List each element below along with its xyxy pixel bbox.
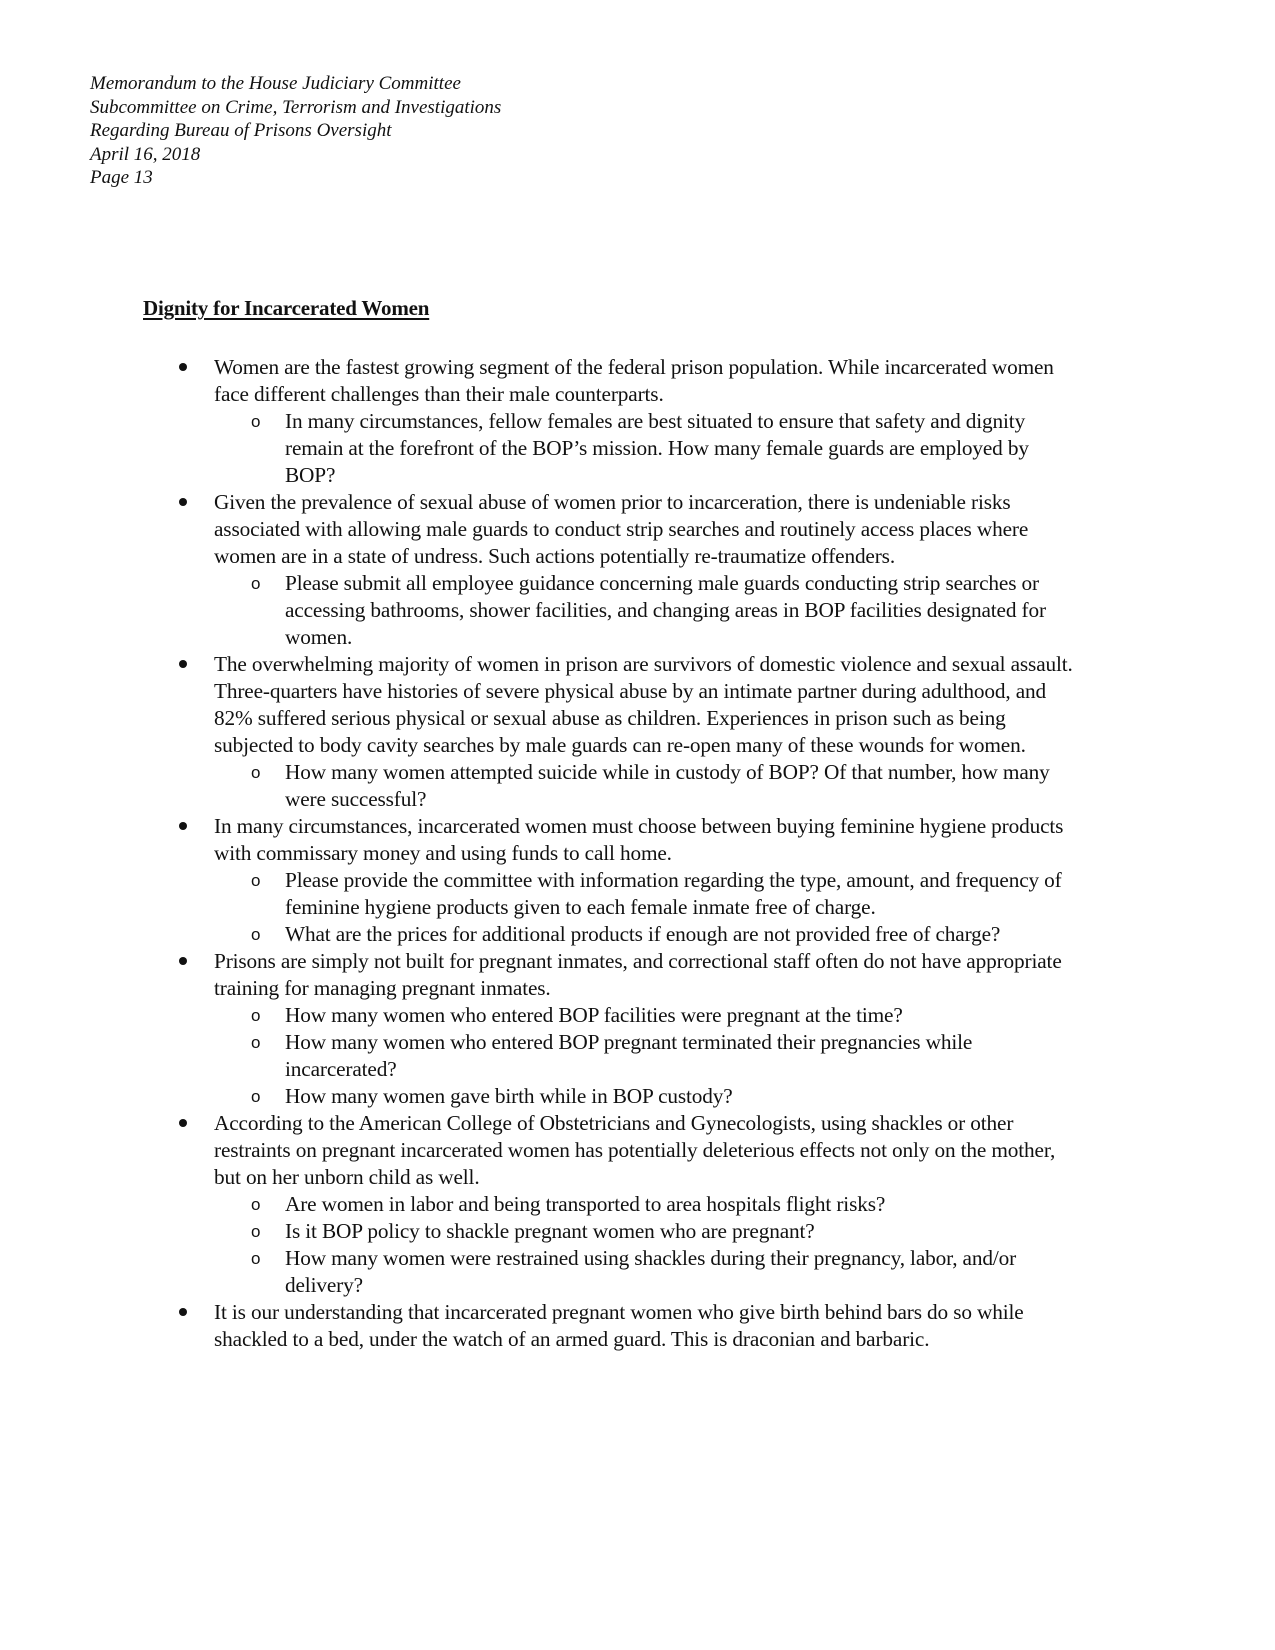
memo-header: [90, 72, 501, 190]
sub-bullet-item: [178, 1218, 1078, 1245]
bullet-text: Given the prevalence of sexual abuse of women prior to incarceration, there is undeniable risks associated with allowing male guards to conduct strip searches and routinely access places where women are in a state of undress. Such actions potentially re-traumatize offenders.: [214, 490, 1029, 568]
sub-bullet-text: What are the prices for additional products if enough are not provided free of charge?: [285, 922, 1001, 946]
page-number: Page 13: [90, 167, 153, 188]
sub-bullet-item: [178, 759, 1078, 813]
hollow-circle-bullet-icon: o: [251, 1222, 261, 1241]
sub-bullet-item: [178, 1002, 1078, 1029]
bullet-item: [178, 1299, 1078, 1353]
sub-bullet-item: [178, 1029, 1078, 1083]
sub-bullet-text: How many women who entered BOP facilities were pregnant at the time?: [285, 1003, 903, 1027]
memo-date: April 16, 2018: [90, 143, 201, 165]
hollow-circle-bullet-icon: o: [251, 1006, 261, 1025]
sub-bullet-text: How many women were restrained using shackles during their pregnancy, labor, and/or delivery?: [285, 1246, 1017, 1297]
bullet-item: [178, 489, 1078, 651]
sub-bullet-text: How many women gave birth while in BOP custody?: [285, 1084, 733, 1108]
sub-bullet-text: Is it BOP policy to shackle pregnant women who are pregnant?: [285, 1219, 815, 1243]
bullet-icon: [178, 1299, 188, 1326]
hollow-circle-bullet-icon: o: [251, 1033, 261, 1052]
sub-bullet-text: Please provide the committee with information regarding the type, amount, and frequency of feminine hygiene products given to each female inmate free of charge.: [285, 868, 1062, 919]
bullet-text: Prisons are simply not built for pregnant inmates, and correctional staff often do not have appropriate training for managing pregnant inmates.: [214, 949, 1062, 1000]
hollow-circle-bullet-icon: o: [251, 412, 261, 431]
section-title: Dignity for Incarcerated Women: [143, 296, 430, 320]
bullet-icon: [178, 948, 188, 975]
sub-bullet-text: Are women in labor and being transported to area hospitals flight risks?: [285, 1192, 886, 1216]
hollow-circle-bullet-icon: o: [251, 763, 261, 782]
bullet-item: [178, 1110, 1078, 1299]
sub-bullet-text: In many circumstances, fellow females are best situated to ensure that safety and dignity remain at the forefront of the BOP’s mission. How many female guards are employed by BOP?: [285, 409, 1029, 487]
bullet-item: [178, 948, 1078, 1110]
hollow-circle-bullet-icon: o: [251, 1249, 261, 1268]
bullet-text: In many circumstances, incarcerated women must choose between buying feminine hygiene products with commissary money and using funds to call home.: [214, 814, 1064, 865]
bullet-icon: [178, 489, 188, 516]
hollow-circle-bullet-icon: o: [251, 574, 261, 593]
sub-bullet-item: [178, 1083, 1078, 1110]
memo-subcommittee: Subcommittee on Crime, Terrorism and Investigations: [90, 96, 502, 118]
bullet-item: [178, 813, 1078, 948]
bullet-icon: [178, 651, 188, 678]
sub-bullet-item: [178, 867, 1078, 921]
sub-bullet-text: How many women attempted suicide while in custody of BOP? Of that number, how many were successful?: [285, 760, 1050, 811]
bullet-icon: [178, 354, 188, 381]
memo-subject: Regarding Bureau of Prisons Oversight: [90, 120, 392, 141]
memo-recipient: Memorandum to the House Judiciary Committee: [90, 73, 461, 94]
sub-bullet-item: [178, 570, 1078, 651]
sub-bullet-text: How many women who entered BOP pregnant terminated their pregnancies while incarcerated?: [285, 1030, 973, 1081]
bullet-item: [178, 354, 1078, 489]
sub-bullet-text: Please submit all employee guidance concerning male guards conducting strip searches or accessing bathrooms, shower facilities, and changing areas in BOP facilities designated for women.: [285, 571, 1046, 649]
bullet-icon: [178, 813, 188, 840]
bullet-text: According to the American College of Obstetricians and Gynecologists, using shackles or other restraints on pregnant incarcerated women has potentially deleterious effects not only on the mother, but on her unborn child as well.: [214, 1111, 1056, 1189]
bullet-icon: [178, 1110, 188, 1137]
bullet-list: [178, 354, 1078, 1353]
bullet-text: Women are the fastest growing segment of the federal prison population. While incarcerated women face different challenges than their male counterparts.: [214, 355, 1054, 406]
sub-bullet-item: [178, 1245, 1078, 1299]
sub-bullet-item: [178, 921, 1078, 948]
bullet-text: It is our understanding that incarcerated pregnant women who give birth behind bars do so while shackled to a bed, under the watch of an armed guard. This is draconian and barbaric.: [214, 1300, 1024, 1351]
hollow-circle-bullet-icon: o: [251, 1195, 261, 1214]
sub-bullet-item: [178, 1191, 1078, 1218]
hollow-circle-bullet-icon: o: [251, 925, 261, 944]
hollow-circle-bullet-icon: o: [251, 871, 261, 890]
sub-bullet-item: [178, 408, 1078, 489]
bullet-text: The overwhelming majority of women in prison are survivors of domestic violence and sexual assault. Three-quarters have histories of severe physical abuse by an intimate partner during adulthood, and 82% suffered serious physical or sexual abuse as children. Experiences in prison such as being subjected to body cavity searches by male guards can re-open many of these wounds for women.: [214, 652, 1073, 757]
hollow-circle-bullet-icon: o: [251, 1087, 261, 1106]
bullet-item: [178, 651, 1078, 813]
